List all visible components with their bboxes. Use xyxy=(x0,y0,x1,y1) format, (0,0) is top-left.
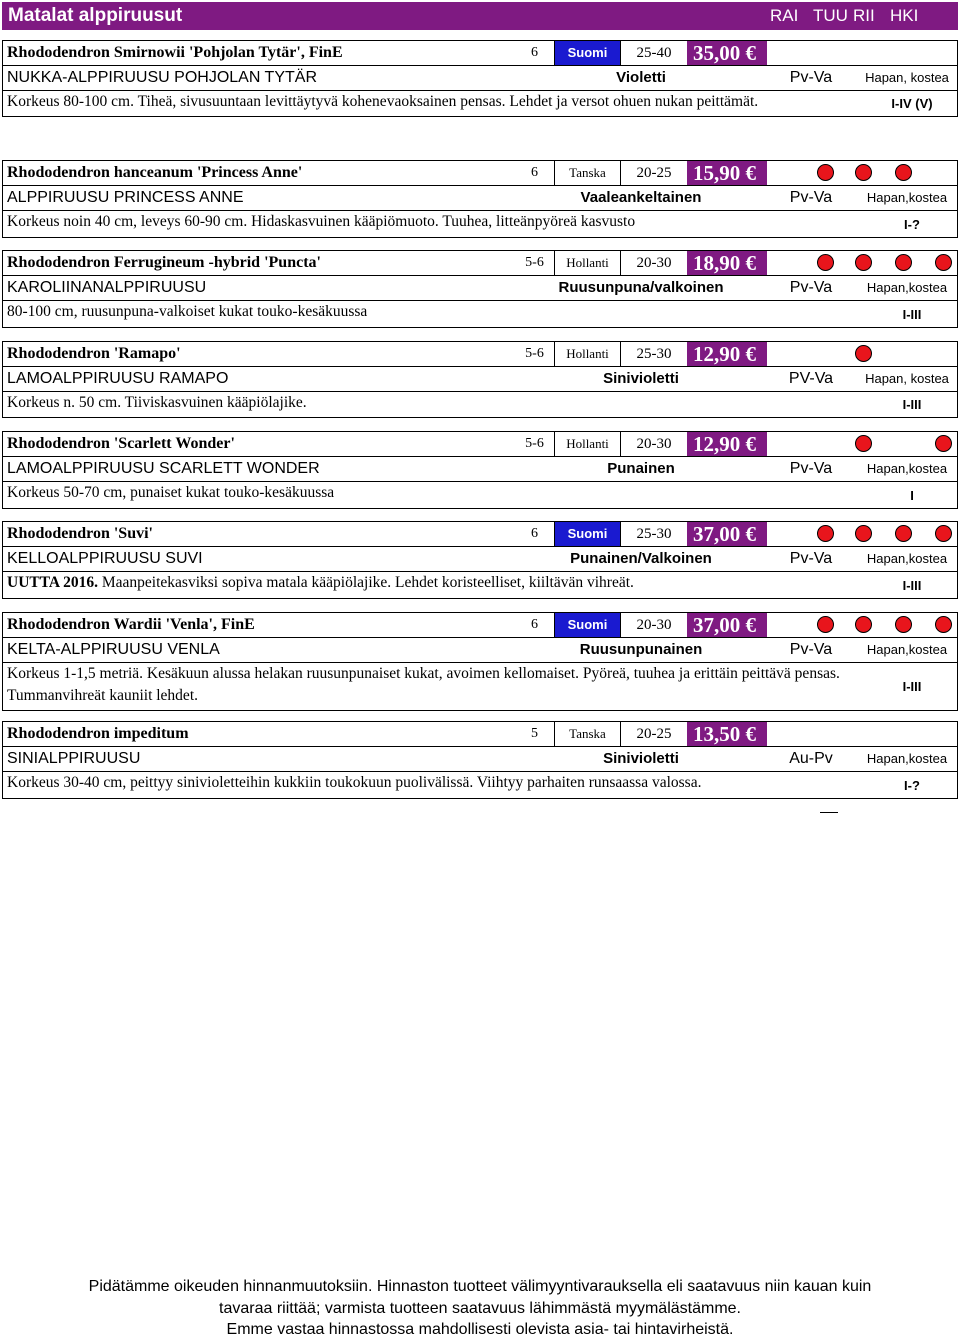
origin-country: Tanska xyxy=(554,722,620,746)
entry-description-row xyxy=(3,482,957,508)
store-availability xyxy=(767,251,957,275)
price-tag: 13,50 € xyxy=(687,722,767,746)
plant-size: 20-25 xyxy=(620,161,687,185)
entry-info-row xyxy=(3,747,957,772)
availability-dot xyxy=(895,525,912,542)
availability-dot xyxy=(935,254,952,271)
entry-main-row xyxy=(3,342,957,367)
availability-dot xyxy=(895,164,912,181)
store-availability xyxy=(767,342,957,366)
plant-entry xyxy=(2,341,958,418)
growing-site: Pv-Va xyxy=(789,460,833,477)
plant-entry xyxy=(2,160,958,238)
column-tuu: TUU xyxy=(813,6,848,25)
entry-main-row xyxy=(3,722,957,747)
flower-color: Ruusunpuna/valkoinen xyxy=(558,279,724,296)
availability-dot xyxy=(855,345,872,362)
flower-color: Punainen/Valkoinen xyxy=(570,550,712,567)
entry-description-row xyxy=(3,572,957,598)
soil-type: Hapan,kostea xyxy=(866,280,948,295)
description xyxy=(7,301,867,323)
price-tag: 37,00 € xyxy=(687,522,767,546)
soil-type: Hapan,kostea xyxy=(866,642,948,657)
availability-dot xyxy=(855,164,872,181)
hardiness-zone: 6 xyxy=(531,45,538,60)
growing-site: Pv-Va xyxy=(789,279,833,296)
availability-dot xyxy=(855,616,872,633)
description xyxy=(7,392,867,414)
footer-line: tavaraa riittää; varmista tuotteen saatavuus lähimmästä myymälästämme. xyxy=(219,1299,741,1317)
availability-dot xyxy=(935,525,952,542)
column-rai: RAI xyxy=(770,6,799,25)
new-label: UUTTA 2016. xyxy=(7,574,99,591)
soil-type: Hapan,kostea xyxy=(866,751,948,766)
entry-info-row xyxy=(3,547,957,572)
growing-site: Au-Pv xyxy=(789,750,833,767)
divider-dash xyxy=(820,812,838,813)
entry-main-row xyxy=(3,522,957,547)
column-rii: RII xyxy=(853,6,875,25)
entry-description-row xyxy=(3,211,957,237)
entry-description-row xyxy=(3,301,957,327)
page-title: Matalat alppiruusut xyxy=(8,5,183,26)
zone-range: I xyxy=(910,487,914,503)
availability-dot xyxy=(895,254,912,271)
store-availability xyxy=(767,722,957,746)
store-availability xyxy=(767,432,957,456)
plant-size: 25-30 xyxy=(620,342,687,366)
growing-site: Pv-Va xyxy=(789,189,833,206)
finnish-name: LAMOALPPIRUUSU SCARLETT WONDER xyxy=(7,460,320,477)
plant-size: 20-25 xyxy=(620,722,687,746)
availability-dot xyxy=(817,164,834,181)
store-availability xyxy=(767,613,957,637)
entry-info-row xyxy=(3,638,957,663)
origin-country: Hollanti xyxy=(554,342,620,366)
plant-entry xyxy=(2,250,958,328)
column-hki: HKI xyxy=(890,6,919,25)
botanical-name: Rhododendron Smirnowii 'Pohjolan Tytär', FinE xyxy=(7,44,343,61)
store-availability xyxy=(767,522,957,546)
flower-color: Violetti xyxy=(616,69,666,86)
description-text: 80-100 cm, ruusunpuna-valkoiset kukat touko-kesäkuussa xyxy=(7,303,368,320)
zone-range: I-IV (V) xyxy=(891,96,933,111)
soil-type: Hapan,kostea xyxy=(866,551,948,566)
growing-site: PV-Va xyxy=(788,370,834,387)
entry-info-row xyxy=(3,457,957,482)
entry-info-row xyxy=(3,276,957,301)
botanical-name: Rhododendron 'Suvi' xyxy=(7,525,153,542)
entry-info-row xyxy=(3,367,957,392)
footer-note xyxy=(0,1276,960,1338)
availability-dot xyxy=(817,616,834,633)
soil-type: Hapan, kostea xyxy=(865,70,949,85)
price-tag: 18,90 € xyxy=(687,251,767,275)
plant-entry xyxy=(2,40,958,117)
botanical-name: Rhododendron Wardii 'Venla', FinE xyxy=(7,616,255,633)
description-text: Korkeus 50-70 cm, punaiset kukat touko-kesäkuussa xyxy=(7,484,335,501)
origin-country: Hollanti xyxy=(554,432,620,456)
hardiness-zone: 6 xyxy=(531,526,538,541)
price-tag: 12,90 € xyxy=(687,342,767,366)
finnish-name: LAMOALPPIRUUSU RAMAPO xyxy=(7,370,229,387)
hardiness-zone: 5-6 xyxy=(525,436,544,451)
growing-site: Pv-Va xyxy=(789,69,833,86)
origin-country: Suomi xyxy=(554,522,620,546)
availability-dot xyxy=(817,525,834,542)
description-text: Korkeus noin 40 cm, leveys 60-90 cm. Hidaskasvuinen kääpiömuoto. Tuuhea, litteänpyöreä kasvusto xyxy=(7,213,636,230)
plant-entry xyxy=(2,521,958,599)
price-tag: 12,90 € xyxy=(687,432,767,456)
plant-size: 25-40 xyxy=(620,41,687,65)
description xyxy=(7,211,867,233)
entry-description-row xyxy=(3,663,957,710)
description-text: Korkeus 80-100 cm. Tiheä, sivusuuntaan levittäytyvä kohenevaoksainen pensas. Lehdet ja versot ohuen nukan peittämät. xyxy=(7,93,759,110)
hardiness-zone: 5-6 xyxy=(525,255,544,270)
entry-main-row xyxy=(3,41,957,66)
entry-description-row xyxy=(3,772,957,798)
zone-range: I-III xyxy=(902,397,922,412)
plant-entry xyxy=(2,612,958,711)
flower-color: Sinivioletti xyxy=(603,750,679,767)
store-availability xyxy=(767,161,957,185)
growing-site: Pv-Va xyxy=(789,550,833,567)
flower-color: Vaaleankeltainen xyxy=(580,189,702,206)
plant-size: 25-30 xyxy=(620,522,687,546)
zone-range: I-? xyxy=(904,216,920,232)
hardiness-zone: 6 xyxy=(531,165,538,180)
entry-description-row xyxy=(3,392,957,417)
description-text: Maanpeitekasviksi sopiva matala kääpiölajike. Lehdet koristeelliset, kiiltävän vihreät. xyxy=(101,574,634,591)
availability-dot xyxy=(935,616,952,633)
zone-range: I-III xyxy=(902,306,922,322)
finnish-name: ALPPIRUUSU PRINCESS ANNE xyxy=(7,189,244,206)
availability-dot xyxy=(817,254,834,271)
entry-info-row xyxy=(3,186,957,211)
soil-type: Hapan,kostea xyxy=(866,461,948,476)
origin-country: Tanska xyxy=(554,161,620,185)
store-availability xyxy=(767,41,957,65)
zone-range: I-? xyxy=(904,777,920,793)
price-tag: 15,90 € xyxy=(687,161,767,185)
availability-dot xyxy=(895,616,912,633)
botanical-name: Rhododendron impeditum xyxy=(7,725,189,742)
botanical-name: Rhododendron 'Ramapo' xyxy=(7,345,181,362)
flower-color: Punainen xyxy=(607,460,675,477)
finnish-name: SINIALPPIRUUSU xyxy=(7,750,141,767)
availability-dot xyxy=(855,435,872,452)
botanical-name: Rhododendron 'Scarlett Wonder' xyxy=(7,435,235,452)
entry-info-row xyxy=(3,66,957,91)
origin-country: Hollanti xyxy=(554,251,620,275)
description xyxy=(7,663,867,707)
entry-main-row xyxy=(3,432,957,457)
description-text: Korkeus 1-1,5 metriä. Kesäkuun alussa helakan ruusunpunaiset kukat, avoimen kellomaiset. Pyöreä, tuuhea ja erittäin peittävä pensas. Tummanvihreät kauniit lehdet. xyxy=(7,665,840,704)
plant-entry xyxy=(2,721,958,799)
description xyxy=(7,91,867,113)
description xyxy=(7,772,867,794)
origin-country: Suomi xyxy=(554,41,620,65)
zone-range: I-III xyxy=(902,577,922,593)
finnish-name: KELLOALPPIRUUSU SUVI xyxy=(7,550,203,567)
plant-entry xyxy=(2,431,958,509)
description xyxy=(7,572,867,594)
flower-color: Sinivioletti xyxy=(603,370,679,387)
finnish-name: KAROLIINANALPPIRUUSU xyxy=(7,279,207,296)
origin-country: Suomi xyxy=(554,613,620,637)
entry-main-row xyxy=(3,251,957,276)
zone-range: I-III xyxy=(902,679,922,694)
hardiness-zone: 5-6 xyxy=(525,346,544,361)
plant-size: 20-30 xyxy=(620,613,687,637)
soil-type: Hapan,kostea xyxy=(866,190,948,205)
botanical-name: Rhododendron Ferrugineum -hybrid 'Puncta' xyxy=(7,254,321,271)
availability-dot xyxy=(855,525,872,542)
finnish-name: KELTA-ALPPIRUUSU VENLA xyxy=(7,641,220,658)
finnish-name: NUKKA-ALPPIRUUSU POHJOLAN TYTÄR xyxy=(7,69,317,86)
hardiness-zone: 6 xyxy=(531,617,538,632)
flower-color: Ruusunpunainen xyxy=(579,641,703,658)
availability-dot xyxy=(935,435,952,452)
footer-line: Emme vastaa hinnastossa mahdollisesti olevista asia- tai hintavirheistä. xyxy=(226,1321,734,1338)
availability-dot xyxy=(855,254,872,271)
growing-site: Pv-Va xyxy=(789,641,833,658)
plant-size: 20-30 xyxy=(620,432,687,456)
plant-size: 20-30 xyxy=(620,251,687,275)
entry-main-row xyxy=(3,161,957,186)
page-header xyxy=(2,2,958,30)
description-text: Korkeus n. 50 cm. Tiiviskasvuinen kääpiölajike. xyxy=(7,394,307,411)
hardiness-zone: 5 xyxy=(531,726,538,741)
soil-type: Hapan, kostea xyxy=(865,371,949,386)
price-tag: 37,00 € xyxy=(687,613,767,637)
description-text: Korkeus 30-40 cm, peittyy sinivioletteihin kukkiin toukokuun puolivälissä. Viihtyy parhaiten runsaassa valossa. xyxy=(7,774,702,791)
botanical-name: Rhododendron hanceanum 'Princess Anne' xyxy=(7,164,303,181)
description xyxy=(7,482,867,504)
entry-main-row xyxy=(3,613,957,638)
footer-line: Pidätämme oikeuden hinnanmuutoksiin. Hinnaston tuotteet välimyyntivarauksella eli saatavuus niin kauan kuin xyxy=(88,1278,872,1295)
entry-description-row xyxy=(3,91,957,116)
price-tag: 35,00 € xyxy=(687,41,767,65)
